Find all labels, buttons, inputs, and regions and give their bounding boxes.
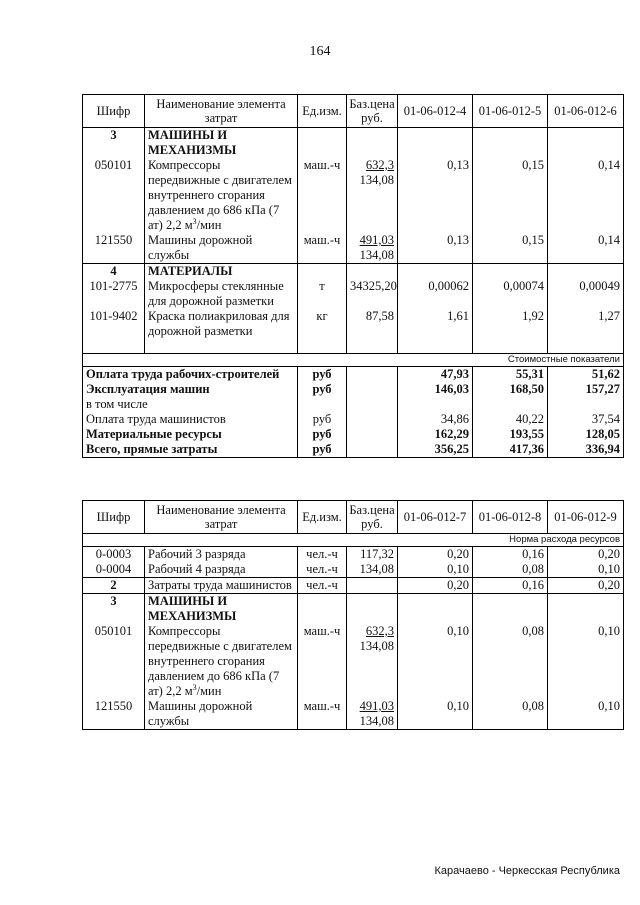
resource-code: 0-0003 — [83, 547, 145, 563]
resource-unit: чел.-ч — [298, 547, 347, 563]
cost-item-name: Оплата труда машинистов — [83, 412, 298, 427]
resource-name: Машины дорожной службы — [145, 233, 298, 264]
column-header-norm-5: 01-06-012-5 — [473, 95, 548, 128]
norm-value: 0,20 — [398, 578, 473, 594]
section-title: МАШИНЫ И МЕХАНИЗМЫ — [145, 594, 298, 625]
cost-item-note: в том числе — [83, 397, 298, 412]
resource-unit: маш.-ч — [298, 233, 347, 264]
resource-unit: кг — [298, 309, 347, 339]
norm-value: 0,00062 — [398, 279, 473, 309]
cost-value: 47,93 — [398, 366, 473, 382]
norm-value: 0,13 — [398, 158, 473, 233]
column-header-norm-9: 01-06-012-9 — [548, 501, 624, 534]
resource-unit: чел.-ч — [298, 578, 347, 594]
norm-value: 0,00049 — [548, 279, 624, 309]
cost-item-name: Оплата труда рабочих-строителей — [83, 366, 298, 382]
column-header-price: Баз.цена руб. — [347, 95, 398, 128]
column-header-unit: Ед.изм. — [298, 95, 347, 128]
norm-value: 0,20 — [398, 547, 473, 563]
norm-value: 1,92 — [473, 309, 548, 339]
cost-value: 128,05 — [548, 427, 624, 442]
cost-item-name: Всего, прямые затраты — [83, 442, 298, 458]
norm-value: 0,10 — [398, 699, 473, 730]
resource-code: 0-0004 — [83, 562, 145, 578]
resource-name: Краска полиакриловая для дорожной разметки — [145, 309, 298, 339]
column-header-price: Баз.цена руб. — [347, 501, 398, 534]
footer-region: Карачаево - Черкесская Республика — [434, 865, 620, 877]
resource-name: Компрессоры передвижные с двигателем внутреннего сгорания давлением до 686 кПа (7 ат) 2,2 $м^3$/мин — [145, 158, 298, 233]
norm-value: 0,20 — [548, 547, 624, 563]
cost-item-name: Материальные ресурсы — [83, 427, 298, 442]
cost-value: 157,27 — [548, 382, 624, 397]
norm-value: 0,16 — [473, 578, 548, 594]
cost-item-unit: руб — [298, 382, 347, 397]
resource-code: 101-9402 — [83, 309, 145, 339]
resource-norm-subheader: Норма расхода ресурсов — [83, 534, 624, 547]
resource-name: Компрессоры передвижные с двигателем внутреннего сгорания давлением до 686 кПа (7 ат) 2,2 $м^3$/мин — [145, 624, 298, 699]
cost-item-name: Эксплуатация машин — [83, 382, 298, 397]
norm-value: 0,10 — [398, 562, 473, 578]
cost-item-unit: руб — [298, 412, 347, 427]
section-code: 3 — [83, 594, 145, 625]
resource-name: Рабочий 3 разряда — [145, 547, 298, 563]
norm-value: 0,10 — [548, 624, 624, 699]
norm-value: 0,14 — [548, 233, 624, 264]
norm-value: 0,10 — [548, 562, 624, 578]
resource-price: 632,3 134,08 — [347, 158, 398, 233]
cost-value: 146,03 — [398, 382, 473, 397]
norm-value: 0,13 — [398, 233, 473, 264]
norm-value: 0,08 — [473, 699, 548, 730]
cost-value: 40,22 — [473, 412, 548, 427]
resource-unit: маш.-ч — [298, 624, 347, 699]
section-code: 4 — [83, 264, 145, 280]
cost-value: 193,55 — [473, 427, 548, 442]
column-header-norm-4: 01-06-012-4 — [398, 95, 473, 128]
resource-code: 121550 — [83, 233, 145, 264]
column-header-name: Наименование элемента затрат — [145, 501, 298, 534]
resource-unit: маш.-ч — [298, 158, 347, 233]
resource-code: 050101 — [83, 158, 145, 233]
column-header-code: Шифр — [83, 501, 145, 534]
norm-value: 0,00074 — [473, 279, 548, 309]
cost-value: 51,62 — [548, 366, 624, 382]
cost-item-unit: руб — [298, 442, 347, 458]
cost-value: 55,31 — [473, 366, 548, 382]
norm-value: 0,16 — [473, 547, 548, 563]
column-header-code: Шифр — [83, 95, 145, 128]
resource-name: Машины дорожной службы — [145, 699, 298, 730]
norm-value: 0,08 — [473, 562, 548, 578]
section-title: Затраты труда машинистов — [145, 578, 298, 594]
resource-name: Микросферы стеклянные для дорожной разметки — [145, 279, 298, 309]
norm-value: 1,27 — [548, 309, 624, 339]
resource-price: 491,03 134,08 — [347, 233, 398, 264]
norm-value: 0,10 — [548, 699, 624, 730]
section-title: МАШИНЫ И МЕХАНИЗМЫ — [145, 128, 298, 159]
cost-item-unit: руб — [298, 427, 347, 442]
resource-price: 34325,20 — [347, 279, 398, 309]
cost-value: 168,50 — [473, 382, 548, 397]
cost-value: 34,86 — [398, 412, 473, 427]
norm-value: 0,08 — [473, 624, 548, 699]
resource-unit: маш.-ч — [298, 699, 347, 730]
resource-code: 050101 — [83, 624, 145, 699]
norm-value: 0,14 — [548, 158, 624, 233]
norm-value: 0,20 — [548, 578, 624, 594]
section-code: 2 — [83, 578, 145, 594]
norm-value: 0,15 — [473, 158, 548, 233]
norm-value: 1,61 — [398, 309, 473, 339]
resource-price: 632,3 134,08 — [347, 624, 398, 699]
column-header-norm-6: 01-06-012-6 — [548, 95, 624, 128]
resource-table-2 — [82, 500, 624, 730]
column-header-norm-8: 01-06-012-8 — [473, 501, 548, 534]
cost-item-unit: руб — [298, 366, 347, 382]
cost-value: 417,36 — [473, 442, 548, 458]
resource-price: 134,08 — [347, 562, 398, 578]
section-code: 3 — [83, 128, 145, 159]
resource-table-1 — [82, 94, 624, 458]
resource-unit: т — [298, 279, 347, 309]
resource-code: 101-2775 — [83, 279, 145, 309]
column-header-name: Наименование элемента затрат — [145, 95, 298, 128]
resource-unit: чел.-ч — [298, 562, 347, 578]
page-number: 164 — [309, 44, 331, 59]
norm-value: 0,10 — [398, 624, 473, 699]
column-header-unit: Ед.изм. — [298, 501, 347, 534]
column-header-norm-7: 01-06-012-7 — [398, 501, 473, 534]
cost-value: 162,29 — [398, 427, 473, 442]
section-title: МАТЕРИАЛЫ — [145, 264, 298, 280]
norm-value: 0,15 — [473, 233, 548, 264]
resource-price: 491,03 134,08 — [347, 699, 398, 730]
cost-value: 356,25 — [398, 442, 473, 458]
resource-price: 87,58 — [347, 309, 398, 339]
resource-name: Рабочий 4 разряда — [145, 562, 298, 578]
cost-indicators-subheader: Стоимостные показатели — [83, 353, 624, 366]
resource-price: 117,32 — [347, 547, 398, 563]
resource-code: 121550 — [83, 699, 145, 730]
cost-value: 336,94 — [548, 442, 624, 458]
cost-value: 37,54 — [548, 412, 624, 427]
